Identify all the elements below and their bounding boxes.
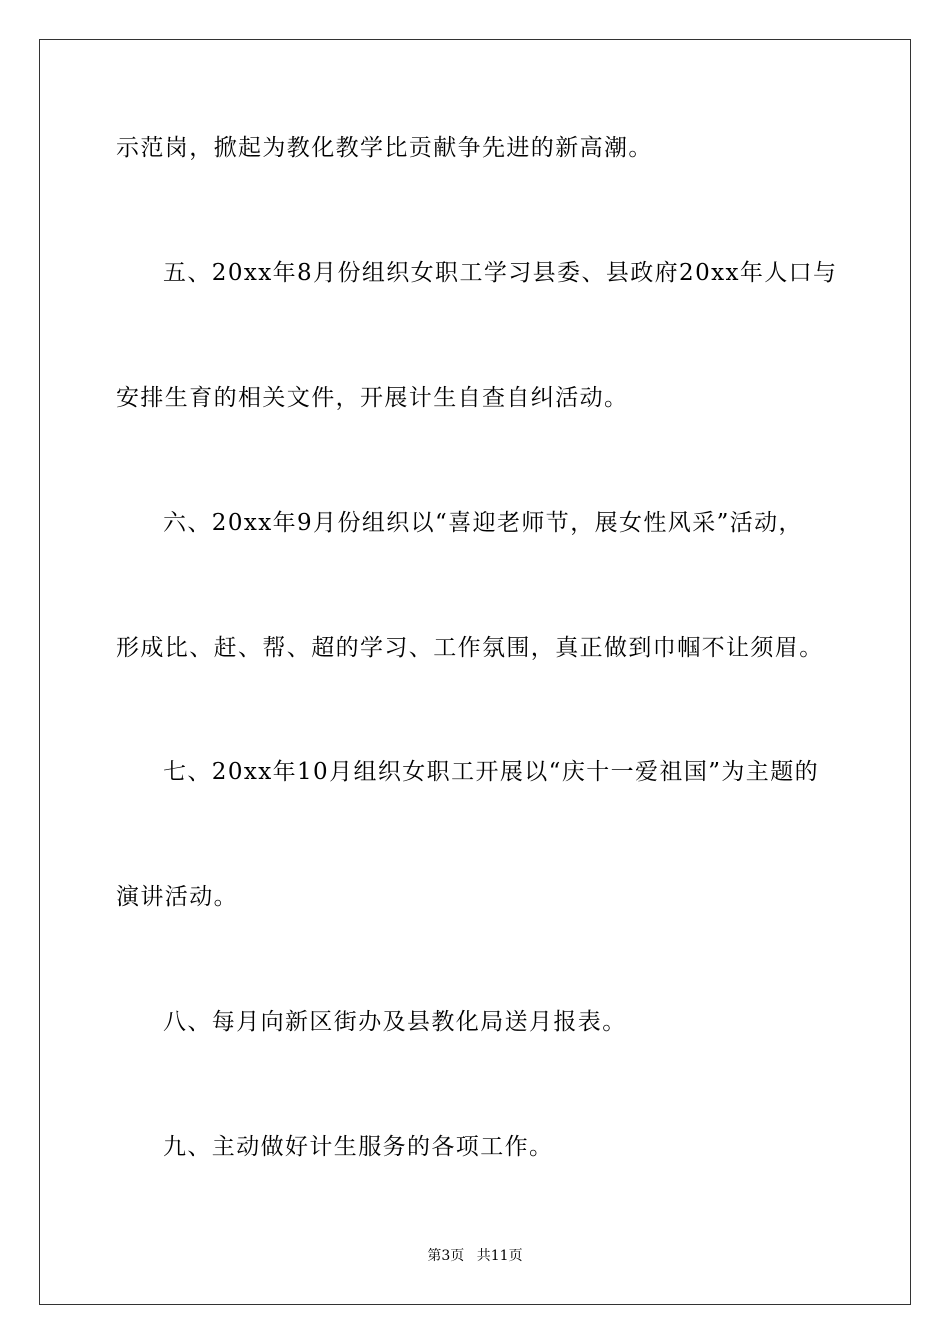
text-line-4: 六、20xx年9月份组织以“喜迎老师节，展女性风采”活动， xyxy=(163,510,803,536)
page-total: 共11页 xyxy=(476,1248,523,1264)
text-line-1: 示范岗，掀起为教化教学比贡献争先进的新高潮。 xyxy=(116,135,653,161)
text-line-7: 演讲活动。 xyxy=(116,884,238,910)
text-line-9: 九、主动做好计生服务的各项工作。 xyxy=(163,1134,554,1160)
text-line-8: 八、每月向新区街办及县教化局送月报表。 xyxy=(163,1009,627,1035)
page-footer xyxy=(0,1246,950,1266)
text-line-6: 七、20xx年10月组织女职工开展以“庆十一爱祖国”为主题的 xyxy=(163,759,819,785)
page-number: 第3页 xyxy=(427,1248,465,1264)
text-line-2: 五、20xx年8月份组织女职工学习县委、县政府20xx年人口与 xyxy=(163,260,838,286)
text-line-5: 形成比、赶、帮、超的学习、工作氛围，真正做到巾帼不让须眉。 xyxy=(116,635,824,661)
page-border xyxy=(39,39,911,1305)
text-line-3: 安排生育的相关文件，开展计生自查自纠活动。 xyxy=(116,385,629,411)
